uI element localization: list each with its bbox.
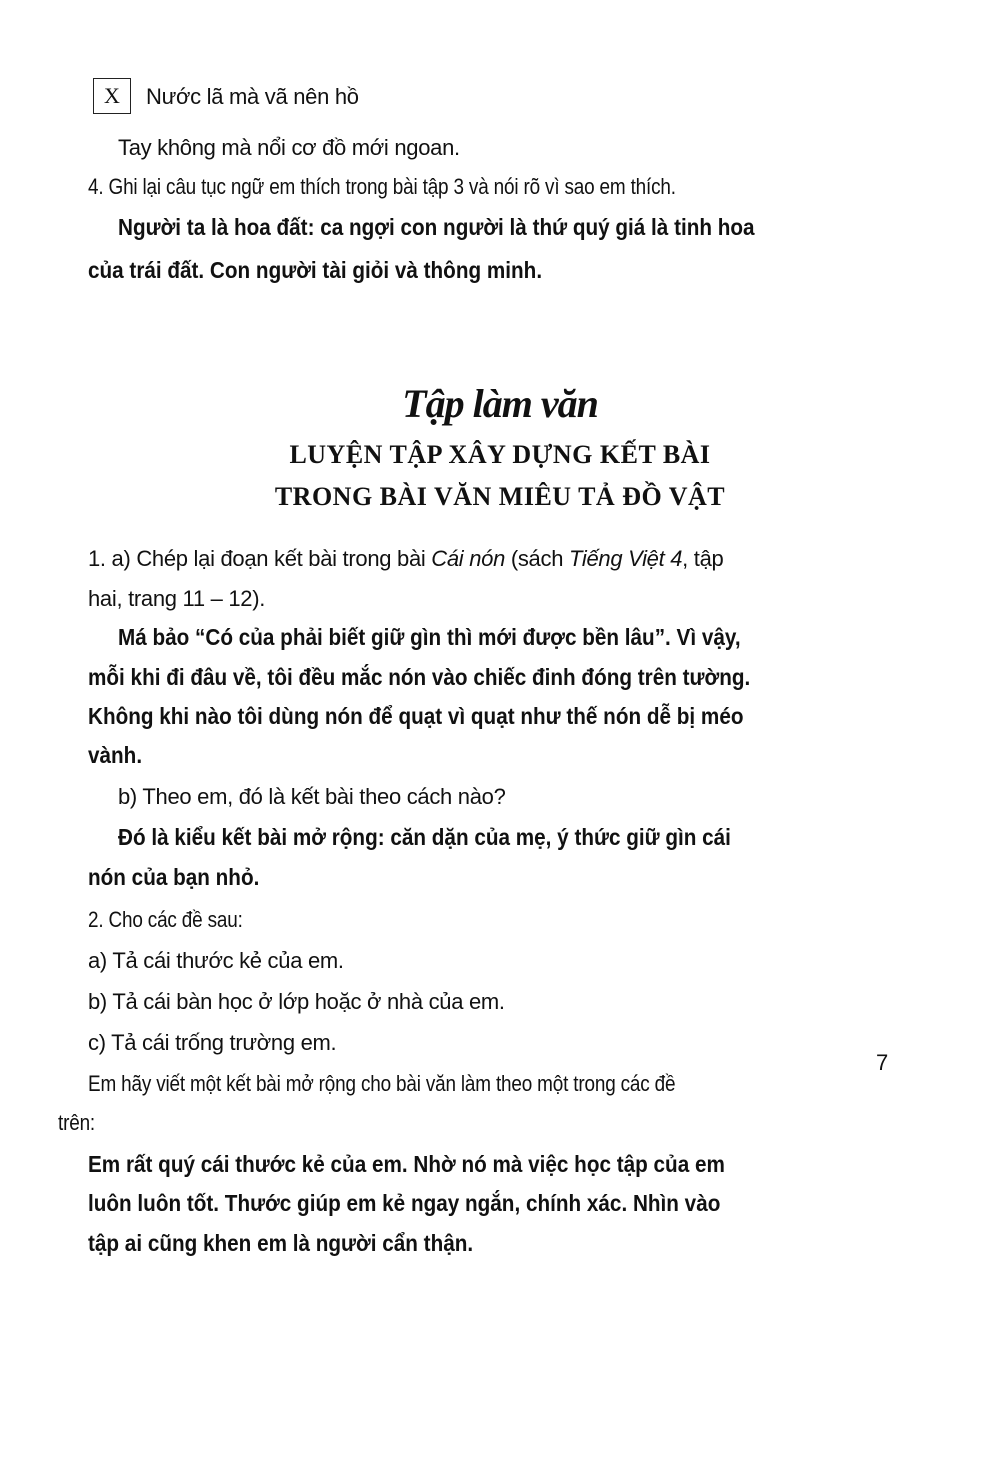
exercise-4-prompt: 4. Ghi lại câu tục ngữ em thích trong bài tập 3 và nói rõ vì sao em thích. — [88, 174, 676, 199]
q2-answer-line-1: Em rất quý cái thước kẻ của em. Nhờ nó mà việc học tập của em — [88, 1151, 725, 1177]
exercise-4-answer-line-1: Người ta là hoa đất: ca ngợi con người là thứ quý giá là tinh hoa — [118, 214, 755, 240]
q2-topic-b: b) Tả cái bàn học ở lớp hoặc ở nhà của em. — [88, 989, 505, 1014]
section-title-line-1: LUYỆN TẬP XÂY DỰNG KẾT BÀI — [289, 440, 711, 469]
proverb-line-1: Nước lã mà vã nên hồ — [146, 84, 359, 109]
page-number: 7 — [876, 1050, 889, 1075]
q1a-prompt-line-2: hai, trang 11 – 12). — [88, 586, 266, 611]
q2-topic-c: c) Tả cái trống trường em. — [88, 1030, 337, 1055]
checked-box — [93, 78, 131, 114]
q1a-prompt: 1. a) Chép lại đoạn kết bài trong bài Cái nón (sách Tiếng Việt 4, tập — [88, 546, 724, 571]
q1b-answer-line-1: Đó là kiểu kết bài mở rộng: căn dặn của mẹ, ý thức giữ gìn cái — [118, 824, 731, 850]
checkbox-mark: X — [104, 83, 120, 108]
section-title-line-2: TRONG BÀI VĂN MIÊU TẢ ĐỒ VẬT — [274, 482, 726, 511]
q2-instruction-line-1: Em hãy viết một kết bài mở rộng cho bài văn làm theo một trong các đề — [88, 1071, 676, 1096]
exercise-4-answer-line-2: của trái đất. Con người tài giỏi và thông minh. — [88, 257, 543, 283]
q2-topic-a: a) Tả cái thước kẻ của em. — [88, 948, 344, 973]
q1b-answer-line-2: nón của bạn nhỏ. — [88, 864, 260, 890]
q2-answer-line-2: luôn luôn tốt. Thước giúp em kẻ ngay ngắn, chính xác. Nhìn vào — [88, 1190, 721, 1216]
section-subject: Tập làm văn — [402, 381, 598, 426]
q1a-answer-line-2: mỗi khi đi đâu về, tôi đều mắc nón vào chiếc đinh đóng trên tường. — [88, 664, 751, 690]
proverb-line-2: Tay không mà nổi cơ đồ mới ngoan. — [118, 135, 460, 160]
q2-answer-line-3: tập ai cũng khen em là người cẩn thận. — [88, 1230, 474, 1256]
q1a-answer-line-3: Không khi nào tôi dùng nón để quạt vì quạt như thế nón dễ bị méo — [88, 703, 744, 729]
q1a-answer-line-1: Má bảo “Có của phải biết giữ gìn thì mới được bền lâu”. Vì vậy, — [118, 624, 741, 650]
q2-instruction-line-2: trên: — [58, 1110, 96, 1135]
q1b-prompt: b) Theo em, đó là kết bài theo cách nào? — [118, 784, 506, 809]
q1a-answer-line-4: vành. — [88, 742, 143, 768]
book-title-tieng-viet: Tiếng Việt 4 — [568, 546, 683, 571]
q2-prompt: 2. Cho các đề sau: — [88, 907, 243, 932]
book-title-cai-non: Cái nón — [431, 546, 506, 571]
